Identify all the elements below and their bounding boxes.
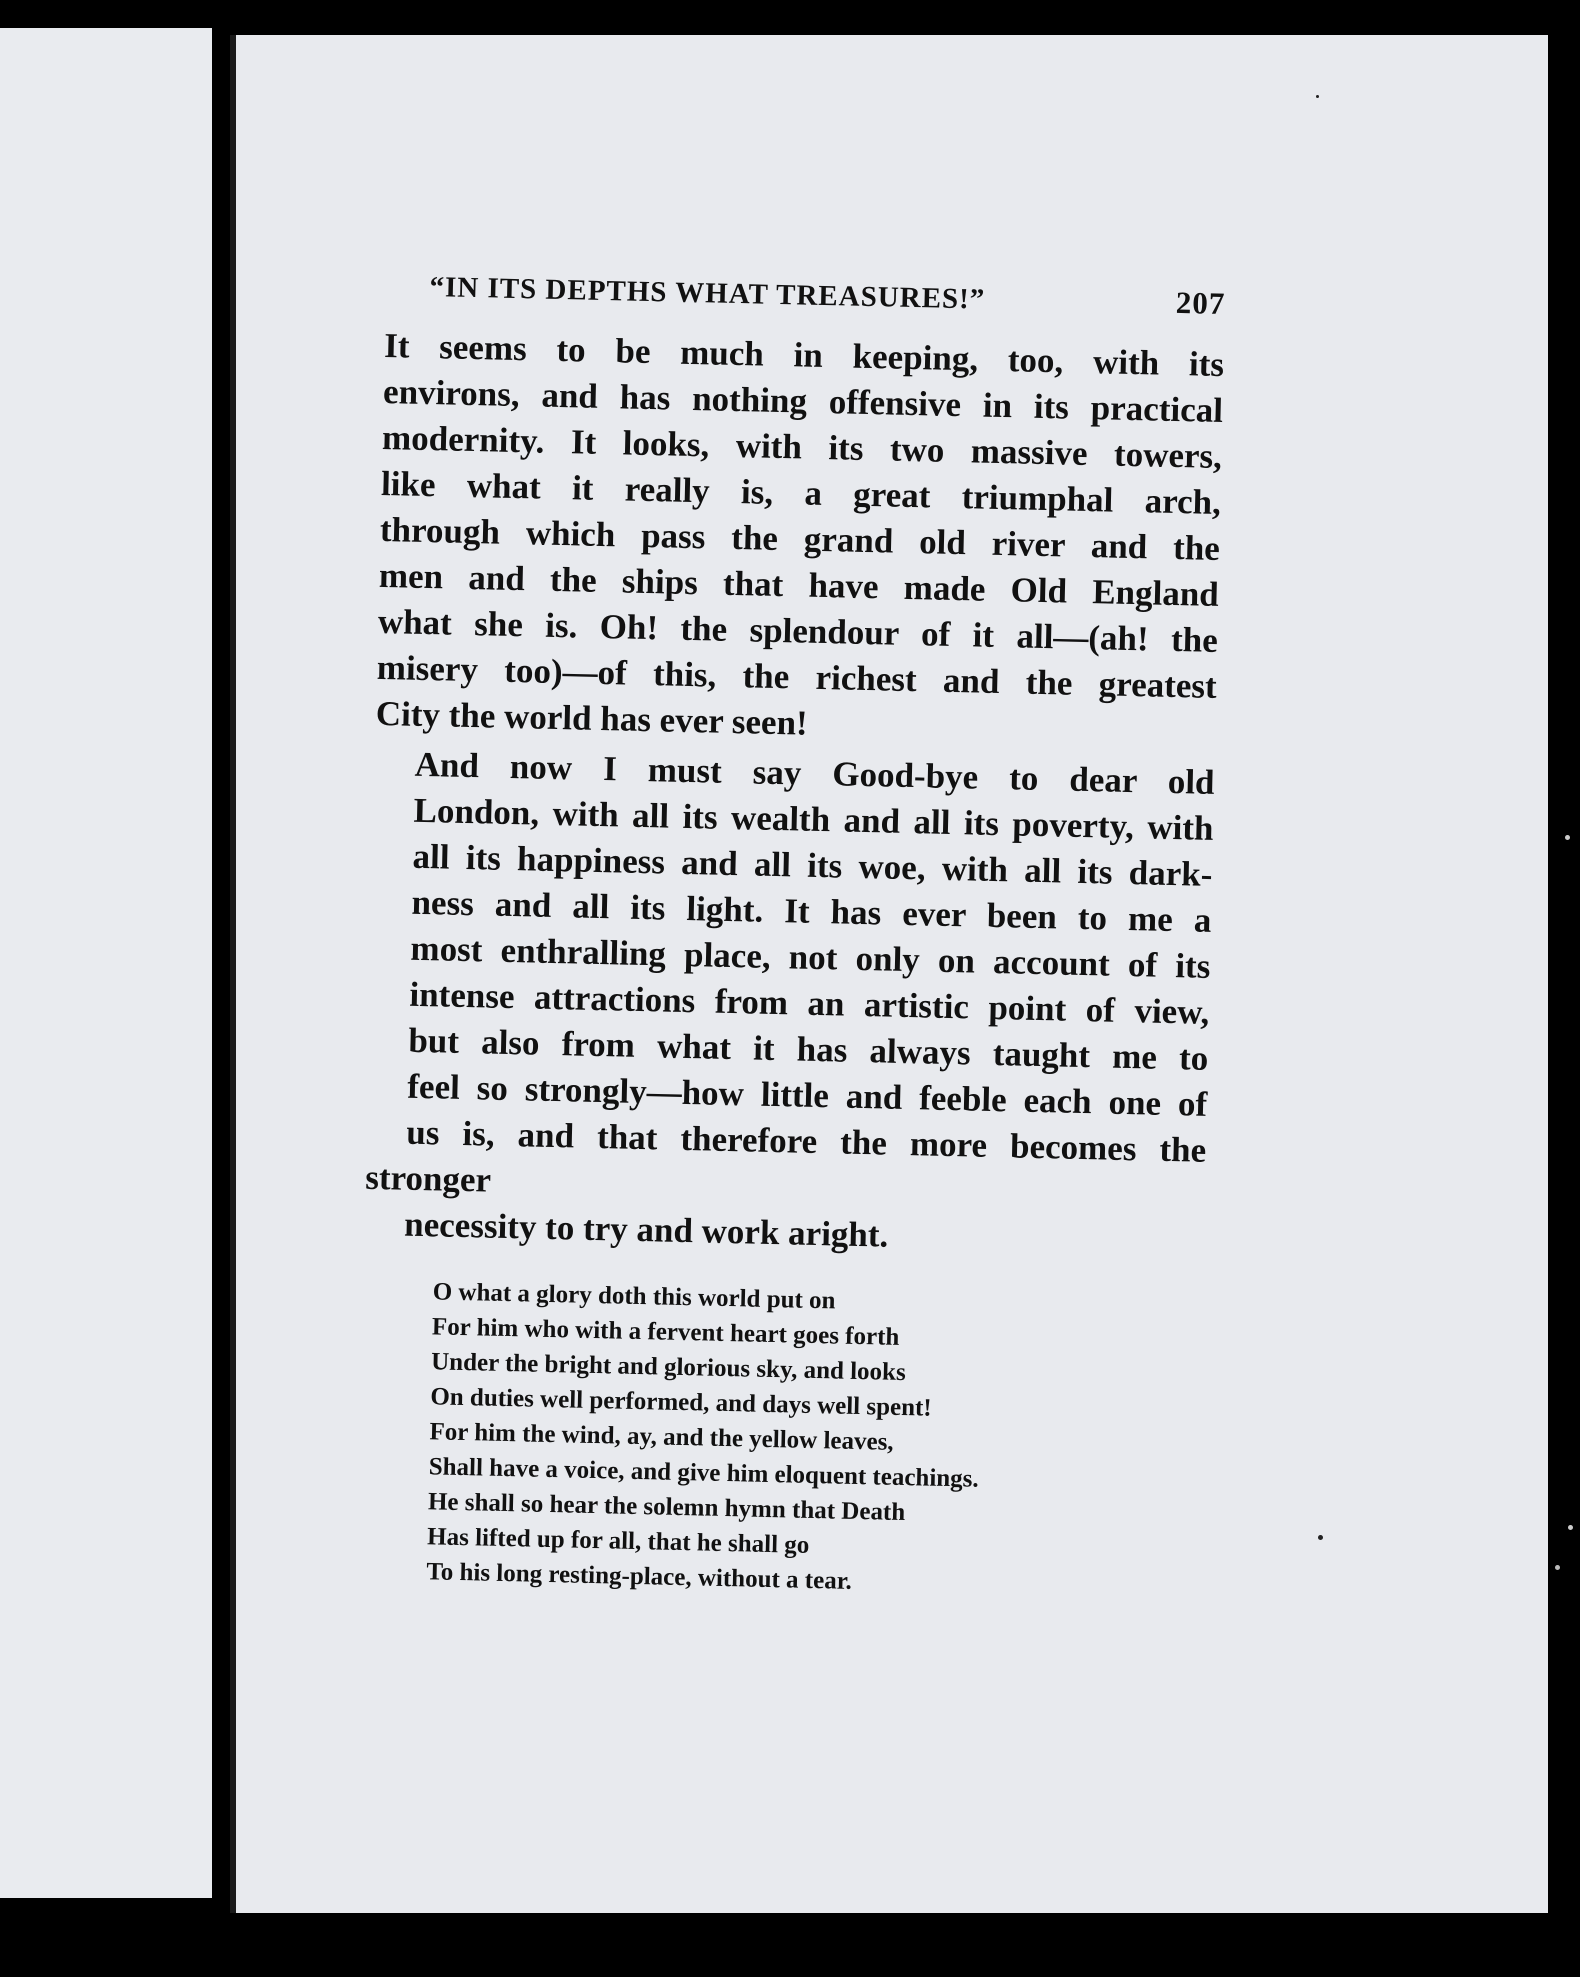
- text-line: feel so strongly—how little and feeble each one of: [406, 1066, 1208, 1124]
- previous-page-edge: [0, 28, 212, 1898]
- verse-line: Under the bright and glorious sky, and looks: [430, 1348, 907, 1387]
- text-line: men and the ships that have made Old England: [378, 555, 1220, 614]
- text-line: London, with all its wealth and all its poverty, with: [413, 790, 1214, 848]
- book-page: [230, 35, 1548, 1913]
- text-line: like what it really is, a great triumphal arch,: [380, 463, 1222, 522]
- scan-speck: [1318, 1535, 1323, 1540]
- verse-line: For him the wind, ay, and the yellow leaves,: [429, 1418, 894, 1456]
- verse-line: For him who with a fervent heart goes forth: [431, 1313, 900, 1351]
- scan-speck: [1568, 1525, 1573, 1530]
- text-line: City the world has ever seen!: [375, 693, 809, 743]
- text-line: misery too)—of this, the richest and the greatest: [376, 647, 1218, 706]
- text-line: It seems to be much in keeping, too, with its: [383, 325, 1225, 385]
- text-line: through which pass the grand old river and the: [379, 509, 1221, 568]
- scan-speck: [1555, 1565, 1560, 1570]
- page-content: [356, 267, 1226, 1607]
- text-line: necessity to try and work aright.: [403, 1204, 889, 1255]
- text-line: And now I must say Good-bye to dear old: [414, 744, 1215, 802]
- verse-line: Shall have a voice, and give him eloquent teachings.: [428, 1453, 980, 1493]
- verse-line: He shall so hear the solemn hymn that Death: [427, 1488, 906, 1527]
- text-line: ness and all its light. It has ever been to me a: [411, 882, 1212, 940]
- verse-line: Has lifted up for all, that he shall go: [426, 1523, 810, 1559]
- verse-line: O what a glory doth this world put on: [432, 1278, 836, 1315]
- paragraph-2: [364, 741, 1215, 1266]
- text-line: intense attractions from an artistic point of view,: [409, 974, 1210, 1032]
- verse-line: To his long resting-place, without a tear.: [426, 1558, 853, 1595]
- text-line: us is, and that therefore the more becomes the stronger: [364, 1112, 1207, 1200]
- text-line: but also from what it has always taught me to: [408, 1020, 1209, 1078]
- page-number: 207: [1175, 284, 1226, 322]
- text-line: most enthralling place, not only on account of its: [410, 928, 1211, 986]
- scan-speck: [1316, 95, 1319, 98]
- paragraph-1: [375, 323, 1224, 756]
- body-text: [364, 323, 1225, 1266]
- text-line: what she is. Oh! the splendour of it all—(ah! the: [377, 601, 1219, 660]
- text-line: environs, and has nothing offensive in its practical: [382, 371, 1224, 431]
- scan-speck: [1565, 835, 1570, 840]
- verse-line: On duties well performed, and days well spent!: [430, 1383, 932, 1422]
- verse-quotation: [356, 1273, 1203, 1607]
- text-line: modernity. It looks, with its two massive towers,: [381, 417, 1223, 477]
- running-head-title: “IN ITS DEPTHS WHAT TREASURES!”: [429, 270, 986, 316]
- text-line: all its happiness and all its woe, with all its dark-: [412, 836, 1213, 894]
- running-head: [385, 267, 1226, 322]
